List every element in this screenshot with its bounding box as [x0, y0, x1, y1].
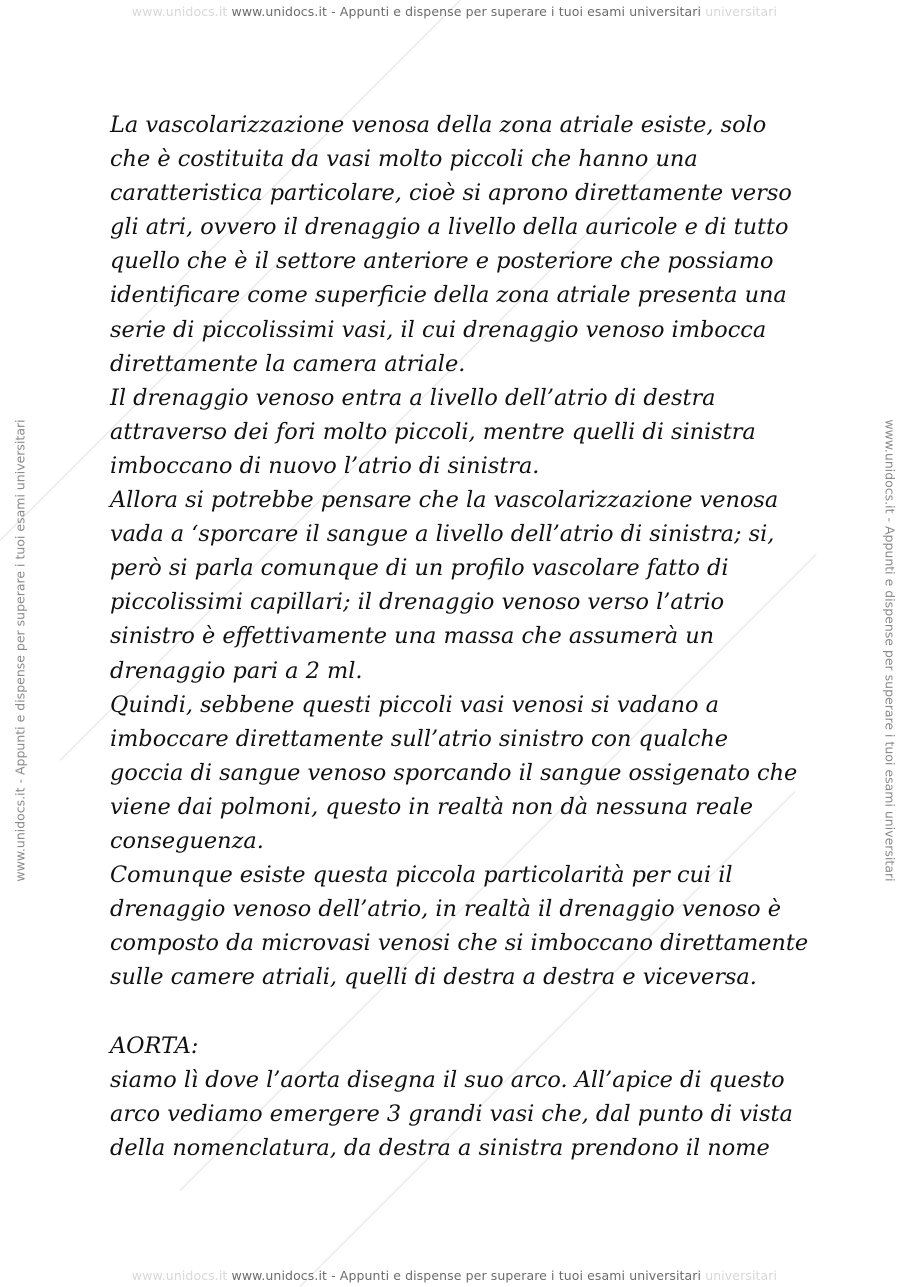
- paragraph: [110, 688, 830, 858]
- left-side-banner: www.unidocs.it - Appunti e dispense per superare i tuoi esami universitari: [12, 419, 28, 882]
- text-line: Il drenaggio venoso entra a livello dell’atrio di destra: [110, 384, 716, 411]
- text-line: imboccano di nuovo l’atrio di sinistra.: [110, 452, 540, 479]
- banner-ghost-left: www.unidocs.it: [131, 4, 228, 19]
- document-body: [110, 108, 830, 1165]
- paragraph: [110, 108, 830, 381]
- banner-ghost-right: universitari: [705, 1268, 778, 1283]
- text-line: composto da microvasi venosi che si imboccano direttamente: [110, 930, 809, 957]
- text-line: imboccare direttamente sull’atrio sinistro con qualche: [110, 725, 728, 752]
- text-line: sulle camere atriali, quelli di destra a destra e viceversa.: [110, 964, 757, 991]
- text-line: identificare come superficie della zona atriale presenta una: [110, 282, 787, 309]
- text-line: vada a ‘sporcare il sangue a livello dell’atrio di sinistra; si,: [110, 521, 775, 548]
- paragraph: [110, 858, 830, 994]
- top-banner: [0, 4, 909, 19]
- text-line: però si parla comunque di un profilo vascolare fatto di: [110, 555, 729, 582]
- banner-text: www.unidocs.it - Appunti e dispense per superare i tuoi esami universitari: [231, 4, 702, 19]
- right-side-banner: www.unidocs.it - Appunti e dispense per superare i tuoi esami universitari: [882, 419, 898, 882]
- text-line: direttamente la camera atriale.: [110, 350, 466, 377]
- text-line: della nomenclatura, da destra a sinistra prendono il nome: [110, 1134, 770, 1161]
- text-line: gli atri, ovvero il drenaggio a livello della auricole e di tutto: [110, 214, 789, 241]
- text-line: arco vediamo emergere 3 grandi vasi che, dal punto di vista: [110, 1100, 793, 1127]
- paragraph: [110, 483, 830, 688]
- text-line: quello che è il settore anteriore e posteriore che possiamo: [110, 248, 774, 275]
- text-line: che è costituita da vasi molto piccoli che hanno una: [110, 146, 698, 173]
- text-line: attraverso dei fori molto piccoli, mentre quelli di sinistra: [110, 418, 756, 445]
- banner-ghost-left: www.unidocs.it: [131, 1268, 228, 1283]
- text-line: Allora si potrebbe pensare che la vascolarizzazione venosa: [110, 487, 779, 514]
- text-line: conseguenza.: [110, 827, 264, 854]
- section-aorta: [110, 1029, 830, 1165]
- blank-line: [110, 994, 830, 1028]
- bottom-banner: [0, 1268, 909, 1283]
- text-line: piccolissimi capillari; il drenaggio venoso verso l’atrio: [110, 589, 725, 616]
- text-line: drenaggio pari a 2 ml.: [110, 657, 363, 684]
- text-line: viene dai polmoni, questo in realtà non dà nessuna reale: [110, 793, 753, 820]
- section-heading: AORTA:: [110, 1032, 199, 1059]
- text-line: serie di piccolissimi vasi, il cui drenaggio venoso imbocca: [110, 316, 767, 343]
- text-line: goccia di sangue venoso sporcando il sangue ossigenato che: [110, 759, 798, 786]
- text-line: siamo lì dove l’aorta disegna il suo arco. All’apice di questo: [110, 1066, 785, 1093]
- text-line: drenaggio venoso dell’atrio, in realtà il drenaggio venoso è: [110, 896, 782, 923]
- text-line: Quindi, sebbene questi piccoli vasi venosi si vadano a: [110, 691, 719, 718]
- text-line: La vascolarizzazione venosa della zona atriale esiste, solo: [110, 112, 767, 138]
- text-line: caratteristica particolare, cioè si aprono direttamente verso: [110, 180, 792, 207]
- text-line: Comunque esiste questa piccola particolarità per cui il: [110, 862, 733, 889]
- banner-ghost-right: universitari: [705, 4, 778, 19]
- banner-text: www.unidocs.it - Appunti e dispense per superare i tuoi esami universitari: [231, 1268, 702, 1283]
- paragraph: [110, 381, 830, 483]
- text-line: sinistro è effettivamente una massa che assumerà un: [110, 623, 715, 650]
